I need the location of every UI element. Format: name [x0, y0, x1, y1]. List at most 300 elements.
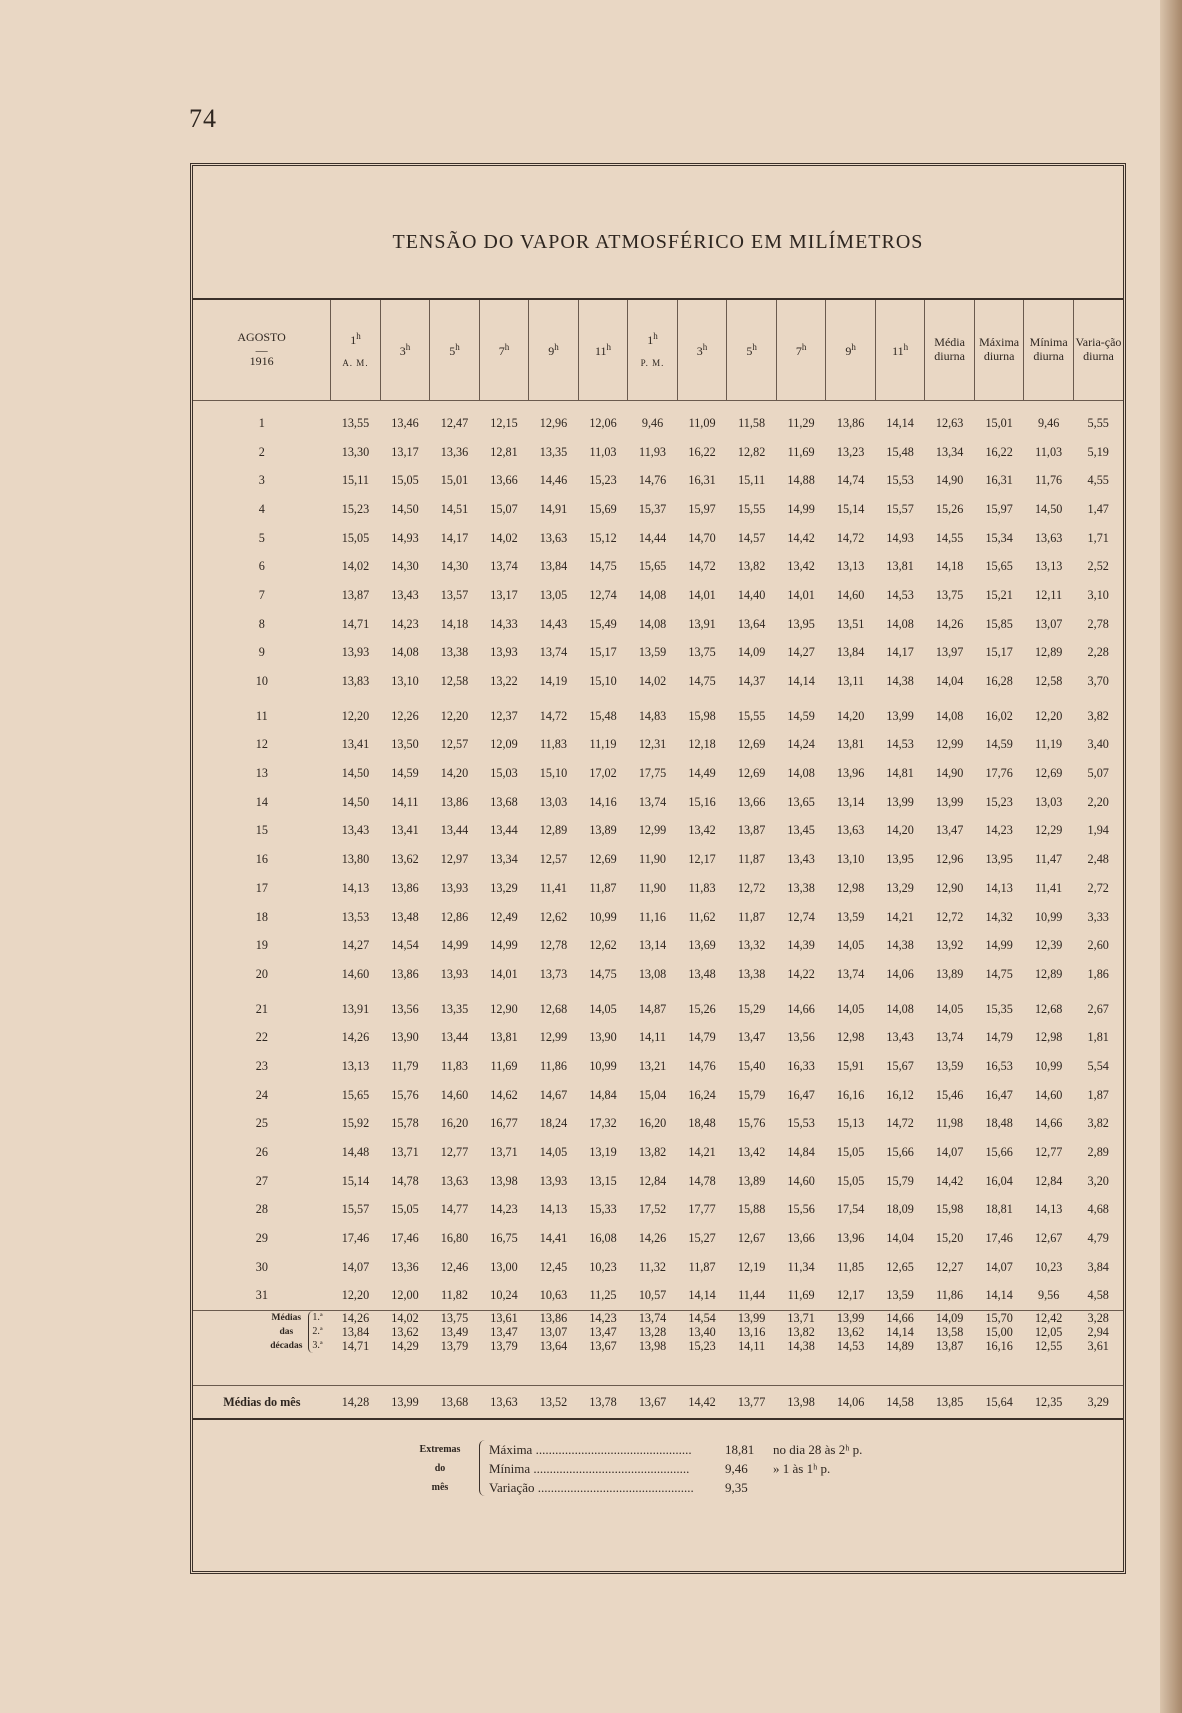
value-cell: 14,11	[639, 1030, 667, 1045]
value-cell: 14,60	[341, 966, 370, 981]
value-cell: 14,37	[737, 674, 766, 689]
decade-mean-value: 14,09	[935, 1311, 964, 1326]
value-cell: 14,76	[688, 1058, 716, 1073]
table-frame	[190, 163, 1126, 1574]
value-cell: 12,68	[1034, 1001, 1063, 1016]
value-cell: 11,58	[738, 415, 766, 430]
value-cell: 13,66	[490, 473, 518, 488]
value-cell: 13,41	[341, 737, 370, 752]
value-cell: 12,57	[539, 852, 568, 867]
value-cell: 13,30	[341, 444, 370, 459]
day-cell: 25	[255, 1116, 268, 1131]
summary-header-2: Mínima diurna	[1024, 300, 1074, 401]
hour-header-2	[430, 300, 480, 401]
value-cell: 12,98	[836, 1030, 865, 1045]
table-row	[193, 1282, 1123, 1311]
value-cell: 13,90	[391, 1030, 419, 1045]
value-cell: 14,54	[391, 938, 419, 953]
value-cell: 4,79	[1087, 1231, 1109, 1246]
value-cell: 12,98	[1034, 1030, 1063, 1045]
value-cell: 13,35	[539, 444, 568, 459]
value-cell: 13,81	[490, 1030, 518, 1045]
value-cell: 14,02	[341, 559, 370, 574]
value-cell: 12,11	[1035, 587, 1063, 602]
value-cell: 16,75	[490, 1231, 518, 1246]
value-cell: 5,19	[1087, 444, 1109, 459]
extremes-block	[193, 1420, 1123, 1520]
value-cell: 13,99	[886, 708, 914, 723]
month-means-row	[193, 1386, 1123, 1420]
decade-mean-value: 13,49	[440, 1325, 469, 1340]
table-row	[193, 731, 1123, 760]
decade-means-cell	[1024, 1311, 1074, 1386]
value-cell: 13,03	[1034, 794, 1063, 809]
value-cell: 12,97	[440, 852, 469, 867]
decade-mean-value: 13,67	[589, 1339, 617, 1354]
table-row	[193, 1052, 1123, 1081]
value-cell: 16,22	[688, 444, 716, 459]
value-cell: 13,97	[935, 645, 964, 660]
value-cell: 12,77	[1034, 1145, 1063, 1160]
value-cell: 12,89	[1034, 966, 1063, 981]
value-cell: 3,82	[1087, 1116, 1109, 1131]
hour-suffix: h	[356, 331, 361, 342]
value-cell: 3,84	[1087, 1259, 1109, 1274]
value-cell: 13,23	[836, 444, 865, 459]
extreme-min-value: 9,46	[725, 1461, 748, 1477]
value-cell: 15,79	[737, 1087, 766, 1102]
hour-header-6	[628, 300, 678, 401]
value-cell: 11,62	[688, 909, 716, 924]
value-cell: 14,41	[539, 1231, 568, 1246]
value-cell: 13,91	[341, 1001, 370, 1016]
decade-mean-value: 13,87	[935, 1339, 964, 1354]
decade-mean-value: 14,26	[341, 1311, 370, 1326]
day-cell: 20	[255, 966, 268, 981]
decade-mean-value: 12,42	[1034, 1311, 1063, 1326]
value-cell: 16,12	[886, 1087, 914, 1102]
value-cell: 17,46	[985, 1231, 1013, 1246]
decade-mean-value: 13,86	[539, 1311, 568, 1326]
value-cell: 14,55	[935, 530, 964, 545]
value-cell: 14,66	[787, 1001, 815, 1016]
value-cell: 15,16	[688, 794, 716, 809]
value-cell: 13,99	[886, 794, 914, 809]
value-cell: 14,83	[638, 708, 667, 723]
table-row	[193, 1196, 1123, 1225]
value-cell: 15,13	[836, 1116, 865, 1131]
value-cell: 16,04	[985, 1173, 1013, 1188]
decade-mean-value: 13,62	[391, 1325, 419, 1340]
value-cell: 11,34	[787, 1259, 815, 1274]
decade-means-cell	[727, 1311, 777, 1386]
table-row	[193, 960, 1123, 989]
value-cell: 15,21	[985, 587, 1013, 602]
hour-suffix: h	[606, 341, 612, 352]
table-row	[193, 610, 1123, 639]
value-cell: 13,05	[539, 587, 568, 602]
value-cell: 12,63	[935, 415, 964, 430]
value-cell: 18,24	[539, 1116, 568, 1131]
hour-header-7	[677, 300, 727, 401]
day-cell: 26	[255, 1145, 268, 1160]
value-cell: 13,35	[440, 1001, 469, 1016]
table-row	[193, 466, 1123, 495]
extremes-brace	[479, 1440, 488, 1496]
decade-mean-value: 14,23	[589, 1311, 617, 1326]
value-cell: 13,48	[391, 909, 419, 924]
value-cell: 13,75	[935, 587, 964, 602]
value-cell: 11,69	[787, 444, 815, 459]
value-cell: 13,84	[836, 645, 865, 660]
value-cell: 13,93	[440, 966, 469, 981]
value-cell: 14,18	[440, 616, 469, 631]
value-cell: 14,18	[935, 559, 964, 574]
month-mean-cell: 13,85	[925, 1386, 975, 1420]
value-cell: 2,52	[1087, 559, 1109, 574]
decade-mean-value: 12,05	[1034, 1325, 1063, 1340]
vapor-table	[193, 300, 1123, 1420]
value-cell: 12,96	[935, 852, 964, 867]
decade-means-cell	[826, 1311, 876, 1386]
day-cell: 22	[255, 1030, 268, 1045]
title-block	[193, 166, 1123, 300]
table-row	[193, 438, 1123, 467]
hour-period: P. M.	[640, 358, 665, 369]
value-cell: 15,01	[440, 473, 469, 488]
table-row	[193, 401, 1123, 438]
value-cell: 11,29	[787, 415, 815, 430]
day-cell: 24	[255, 1087, 268, 1102]
value-cell: 14,50	[341, 766, 370, 781]
value-cell: 10,99	[589, 909, 617, 924]
value-cell: 15,05	[391, 1202, 419, 1217]
value-cell: 12,86	[440, 909, 469, 924]
value-cell: 14,07	[985, 1259, 1013, 1274]
hour-header-4	[529, 300, 579, 401]
value-cell: 14,33	[490, 616, 518, 631]
value-cell: 14,23	[391, 616, 419, 631]
value-cell: 17,52	[638, 1202, 667, 1217]
month-mean-cell: 14,06	[826, 1386, 876, 1420]
value-cell: 15,98	[935, 1202, 964, 1217]
value-cell: 13,93	[341, 645, 370, 660]
table-row	[193, 1138, 1123, 1167]
value-cell: 14,23	[985, 823, 1013, 838]
value-cell: 12,69	[737, 766, 766, 781]
value-cell: 14,91	[539, 501, 568, 516]
value-cell: 13,43	[391, 587, 419, 602]
value-cell: 1,86	[1087, 966, 1109, 981]
extreme-min-note: » 1 às 1ʰ p.	[773, 1461, 831, 1477]
decade-mean-value: 14,54	[688, 1311, 716, 1326]
value-cell: 12,27	[935, 1259, 964, 1274]
value-cell: 10,24	[490, 1288, 518, 1303]
value-cell: 12,58	[440, 674, 469, 689]
value-cell: 13,15	[589, 1173, 617, 1188]
value-cell: 14,32	[985, 909, 1013, 924]
decade-mean-value: 15,23	[688, 1339, 716, 1354]
value-cell: 12,72	[737, 880, 766, 895]
decade-mean-value: 14,66	[886, 1311, 914, 1326]
value-cell: 15,57	[341, 1202, 370, 1217]
day-cell: 18	[255, 909, 268, 924]
value-cell: 12,58	[1034, 674, 1063, 689]
value-cell: 13,80	[341, 852, 370, 867]
value-cell: 13,81	[886, 559, 914, 574]
value-cell: 14,60	[440, 1087, 469, 1102]
value-cell: 12,84	[638, 1173, 667, 1188]
value-cell: 12,09	[490, 737, 518, 752]
value-cell: 13,66	[737, 794, 766, 809]
value-cell: 14,05	[935, 1001, 964, 1016]
value-cell: 2,60	[1087, 938, 1109, 953]
value-cell: 15,35	[985, 1001, 1013, 1016]
day-cell: 13	[255, 766, 268, 781]
value-cell: 17,46	[341, 1231, 370, 1246]
value-cell: 14,84	[787, 1145, 815, 1160]
value-cell: 13,71	[391, 1145, 419, 1160]
table-row	[193, 1224, 1123, 1253]
decade-means-cell	[974, 1311, 1024, 1386]
value-cell: 14,17	[440, 530, 469, 545]
value-cell: 13,10	[836, 852, 865, 867]
value-cell: 11,41	[1035, 880, 1063, 895]
value-cell: 13,59	[836, 909, 865, 924]
hour-header-3	[479, 300, 529, 401]
month-mean-cell: 13,99	[380, 1386, 430, 1420]
value-cell: 13,68	[490, 794, 518, 809]
value-cell: 13,99	[935, 794, 964, 809]
value-cell: 13,11	[837, 674, 865, 689]
value-cell: 13,89	[737, 1173, 766, 1188]
value-cell: 15,88	[737, 1202, 766, 1217]
value-cell: 13,74	[490, 559, 518, 574]
value-cell: 11,87	[589, 880, 617, 895]
value-cell: 13,86	[440, 794, 469, 809]
hour-number: 11	[892, 343, 904, 358]
value-cell: 13,38	[737, 966, 766, 981]
value-cell: 15,55	[737, 501, 766, 516]
value-cell: 11,86	[936, 1288, 964, 1303]
value-cell: 14,40	[737, 587, 766, 602]
value-cell: 13,74	[836, 966, 865, 981]
value-cell: 13,36	[440, 444, 469, 459]
value-cell: 15,23	[985, 794, 1013, 809]
value-cell: 11,16	[639, 909, 667, 924]
value-cell: 13,51	[836, 616, 865, 631]
day-cell: 10	[255, 674, 268, 689]
day-cell: 21	[255, 1001, 268, 1016]
value-cell: 13,32	[737, 938, 766, 953]
value-cell: 16,08	[589, 1231, 617, 1246]
table-row	[193, 524, 1123, 553]
value-cell: 13,86	[391, 966, 419, 981]
extreme-max	[489, 1440, 862, 1459]
value-cell: 14,70	[688, 530, 716, 545]
value-cell: 13,73	[539, 966, 568, 981]
value-cell: 13,22	[490, 674, 518, 689]
hour-number: 5	[449, 343, 456, 358]
value-cell: 2,67	[1087, 1001, 1109, 1016]
value-cell: 17,77	[688, 1202, 716, 1217]
hour-number: 1	[647, 333, 654, 348]
day-cell: 17	[255, 880, 268, 895]
value-cell: 11,25	[589, 1288, 617, 1303]
decade-means-label	[193, 1311, 331, 1386]
value-cell: 11,83	[440, 1058, 468, 1073]
value-cell: 15,01	[985, 415, 1013, 430]
value-cell: 12,81	[490, 444, 518, 459]
hour-number: 1	[350, 333, 357, 348]
decade-mean-value: 2,94	[1087, 1325, 1109, 1340]
day-cell: 9	[258, 645, 265, 660]
value-cell: 15,37	[638, 501, 667, 516]
value-cell: 16,16	[836, 1087, 865, 1102]
value-cell: 14,84	[589, 1087, 617, 1102]
value-cell: 14,59	[985, 737, 1013, 752]
month-mean-cell: 15,64	[974, 1386, 1024, 1420]
value-cell: 14,04	[935, 674, 964, 689]
value-cell: 5,07	[1087, 766, 1109, 781]
value-cell: 16,28	[985, 674, 1013, 689]
value-cell: 12,37	[490, 708, 518, 723]
day-cell: 12	[255, 737, 268, 752]
day-cell: 8	[258, 616, 265, 631]
value-cell: 15,98	[688, 708, 716, 723]
value-cell: 9,46	[1038, 415, 1060, 430]
value-cell: 10,99	[589, 1058, 617, 1073]
value-cell: 11,69	[490, 1058, 518, 1073]
table-row	[193, 1110, 1123, 1139]
value-cell: 14,08	[935, 708, 964, 723]
value-cell: 18,09	[886, 1202, 914, 1217]
hour-header-10	[826, 300, 876, 401]
value-cell: 13,74	[935, 1030, 964, 1045]
page-number: 74	[189, 104, 217, 133]
value-cell: 15,10	[539, 766, 568, 781]
value-cell: 4,68	[1087, 1202, 1109, 1217]
day-cell: 2	[258, 444, 265, 459]
value-cell: 14,42	[935, 1173, 964, 1188]
value-cell: 3,10	[1087, 587, 1109, 602]
value-cell: 13,90	[589, 1030, 617, 1045]
day-cell: 31	[255, 1288, 268, 1303]
value-cell: 1,87	[1087, 1087, 1109, 1102]
value-cell: 12,99	[638, 823, 667, 838]
value-cell: 14,88	[787, 473, 815, 488]
value-cell: 12,31	[638, 737, 667, 752]
hour-suffix: h	[903, 341, 909, 352]
decade-means-cell	[925, 1311, 975, 1386]
decade-mean-value: 13,84	[341, 1325, 370, 1340]
value-cell: 13,47	[935, 823, 964, 838]
value-cell: 13,95	[985, 852, 1013, 867]
year-label: 1916	[249, 354, 274, 368]
value-cell: 13,59	[638, 645, 667, 660]
header-row	[193, 300, 1123, 401]
value-cell: 4,55	[1087, 473, 1109, 488]
value-cell: 16,20	[440, 1116, 469, 1131]
value-cell: 14,08	[886, 1001, 914, 1016]
table-row	[193, 1081, 1123, 1110]
value-cell: 13,71	[490, 1145, 518, 1160]
table-row	[193, 817, 1123, 846]
day-cell: 27	[255, 1173, 268, 1188]
value-cell: 16,47	[787, 1087, 815, 1102]
value-cell: 13,93	[539, 1173, 568, 1188]
value-cell: 13,64	[737, 616, 766, 631]
value-cell: 14,20	[836, 708, 865, 723]
decade-mean-value: 14,53	[836, 1339, 865, 1354]
value-cell: 14,23	[490, 1202, 518, 1217]
value-cell: 13,57	[440, 587, 469, 602]
value-cell: 15,66	[886, 1145, 914, 1160]
value-cell: 12,69	[737, 737, 766, 752]
day-cell: 6	[258, 559, 265, 574]
value-cell: 12,89	[1034, 645, 1063, 660]
value-cell: 14,59	[391, 766, 419, 781]
value-cell: 12,72	[935, 909, 964, 924]
value-cell: 14,14	[688, 1288, 716, 1303]
value-cell: 14,13	[539, 1202, 568, 1217]
value-cell: 13,00	[490, 1259, 518, 1274]
decade-means-cell	[628, 1311, 678, 1386]
decade-mean-value: 14,71	[341, 1339, 370, 1354]
value-cell: 15,05	[836, 1173, 865, 1188]
value-cell: 15,26	[935, 501, 964, 516]
value-cell: 13,44	[490, 823, 518, 838]
day-cell: 5	[258, 530, 265, 545]
value-cell: 14,75	[589, 559, 617, 574]
value-cell: 13,41	[391, 823, 419, 838]
decade-means-cell	[331, 1311, 381, 1386]
value-cell: 15,78	[391, 1116, 419, 1131]
value-cell: 13,82	[737, 559, 766, 574]
value-cell: 11,82	[440, 1288, 468, 1303]
value-cell: 12,82	[737, 444, 766, 459]
value-cell: 17,02	[589, 766, 617, 781]
decade-mean-value: 15,70	[985, 1311, 1013, 1326]
hour-header-11	[875, 300, 925, 401]
value-cell: 12,29	[1034, 823, 1063, 838]
month-dash: —	[255, 343, 268, 357]
table-row	[193, 995, 1123, 1024]
decade-mean-value: 13,71	[787, 1311, 815, 1326]
value-cell: 13,86	[836, 415, 865, 430]
value-cell: 1,81	[1087, 1030, 1109, 1045]
table-row	[193, 702, 1123, 731]
value-cell: 14,21	[886, 909, 914, 924]
value-cell: 14,38	[886, 674, 914, 689]
value-cell: 13,74	[539, 645, 568, 660]
value-cell: 15,34	[985, 530, 1013, 545]
value-cell: 13,21	[638, 1058, 667, 1073]
value-cell: 11,44	[738, 1288, 766, 1303]
decade-mean-value: 14,02	[391, 1311, 419, 1326]
value-cell: 14,75	[589, 966, 617, 981]
summary-header-1: Máxima diurna	[974, 300, 1024, 401]
decade-mean-value: 13,82	[787, 1325, 815, 1340]
value-cell: 14,79	[985, 1030, 1013, 1045]
decade-mean-value: 13,98	[638, 1339, 667, 1354]
value-cell: 12,20	[1034, 708, 1063, 723]
value-cell: 18,81	[985, 1202, 1013, 1217]
decade-mean-value: 13,99	[836, 1311, 865, 1326]
value-cell: 14,50	[391, 501, 419, 516]
value-cell: 16,53	[985, 1058, 1013, 1073]
value-cell: 14,14	[787, 674, 815, 689]
